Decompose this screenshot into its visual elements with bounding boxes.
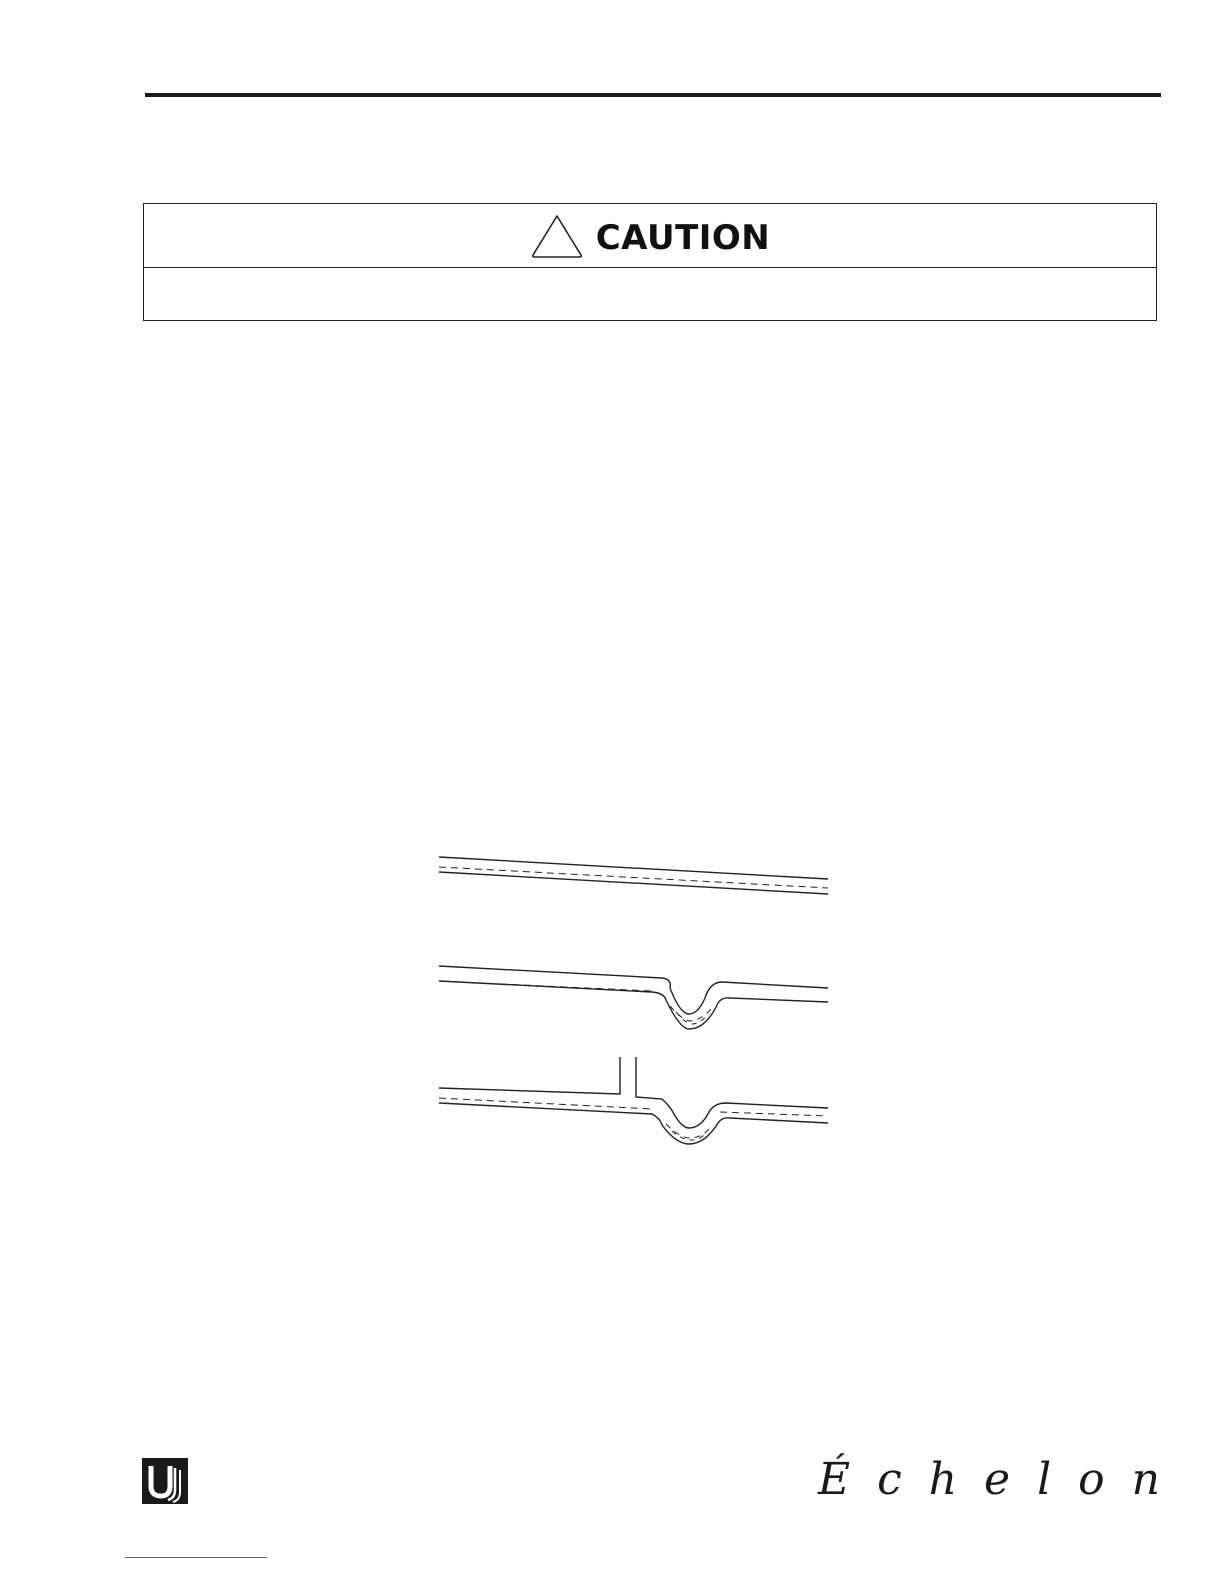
caution-header <box>144 204 1156 268</box>
trapped-drain-pipe <box>439 966 828 1029</box>
warning-triangle-icon <box>530 213 584 259</box>
straight-drain-pipe <box>439 857 828 894</box>
manufacturer-logo-icon <box>142 1458 188 1504</box>
vented-drain-pipe <box>439 1057 828 1144</box>
caution-body <box>144 268 1156 320</box>
footer-link-underline <box>125 1557 267 1558</box>
header-rule <box>145 93 1161 97</box>
brand-name: Échelon <box>817 1454 1187 1505</box>
drain-line-trap-diagram <box>430 848 835 1150</box>
caution-title: CAUTION <box>595 217 771 258</box>
caution-box <box>143 203 1157 321</box>
